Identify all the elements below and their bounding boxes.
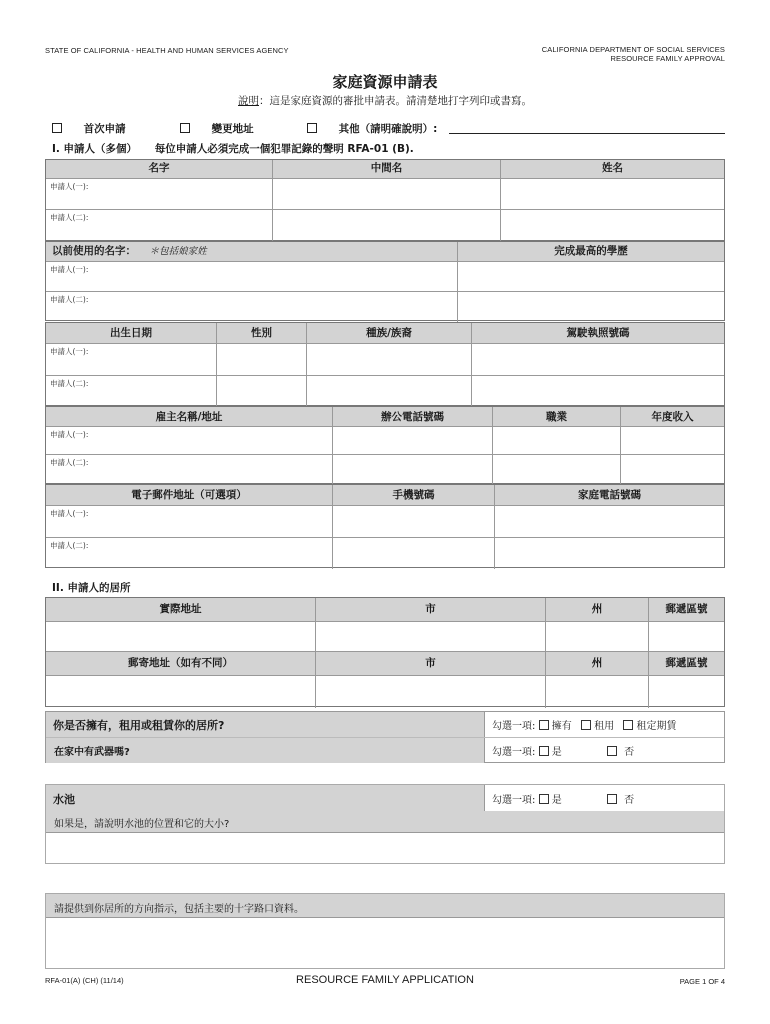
pool-no-checkbox[interactable] (607, 794, 617, 804)
own-label: 擁有 (551, 721, 572, 732)
option-change-address[interactable] (180, 121, 254, 136)
subtitle-label: 說明 (238, 95, 259, 107)
previous-names-table (45, 241, 725, 321)
applicant2-label: 申請人(二): (50, 213, 89, 222)
applicant1-names-row (46, 179, 724, 210)
applicant1-email[interactable] (46, 506, 332, 537)
pool-question: 水池 (46, 785, 484, 811)
lease-label: 租定期賃 (636, 721, 677, 732)
applicant1-employer[interactable] (46, 427, 332, 454)
previous-names-label: 以前使用的名字： (52, 245, 136, 257)
physical-address-header: 實際地址 (159, 603, 202, 615)
applicant2-home-phone[interactable] (494, 538, 724, 569)
home-phone-header: 家庭電話號碼 (494, 485, 724, 505)
applicant2-cell-phone[interactable] (332, 538, 494, 569)
pool-description-field[interactable] (46, 833, 724, 864)
mailing-zip-header: 郵遞區號 (648, 652, 724, 675)
applicant2-label: 申請人(二): (50, 541, 89, 550)
maiden-name-note: ＊包括娘家姓 (149, 246, 207, 257)
applicant1-cell-phone[interactable] (332, 506, 494, 537)
residence-table (45, 597, 725, 707)
weapons-options (484, 738, 724, 763)
cell-phone-header: 手機號碼 (332, 485, 494, 505)
option-other[interactable] (307, 121, 437, 136)
pool-no-label: 否 (624, 795, 635, 806)
applicant2-income[interactable] (620, 455, 724, 485)
employment-table (45, 406, 725, 484)
applicant1-dob[interactable] (46, 344, 216, 375)
mailing-zip-field[interactable] (648, 676, 724, 708)
applicant1-label: 申請人(一): (50, 430, 89, 439)
pool-description-label: 如果是，請說明水池的位置和它的大小? (46, 811, 724, 833)
mailing-city-header: 市 (315, 652, 545, 675)
applicant2-dob[interactable] (46, 376, 216, 407)
applicant2-label: 申請人(二): (50, 379, 89, 388)
sex-header: 性別 (216, 323, 306, 343)
applicant1-education[interactable] (457, 262, 724, 291)
applicant2-previous-names[interactable] (46, 292, 457, 322)
personal-info-table (45, 322, 725, 406)
applicant2-sex[interactable] (216, 376, 306, 407)
physical-address-field[interactable] (46, 622, 315, 651)
income-header: 年度收入 (620, 407, 724, 426)
mailing-address-header: 郵寄地址（如有不同） (128, 657, 233, 669)
employer-header: 雇主名稱/地址 (155, 411, 223, 423)
applicant2-names-row (46, 210, 724, 241)
weapons-yes-label: 是 (551, 747, 562, 758)
middle-name-header: 中間名 (272, 160, 500, 178)
option-first-label: 首次申請 (83, 123, 126, 135)
last-name-header: 姓名 (500, 160, 724, 178)
names-table (45, 159, 725, 241)
applicant1-sex[interactable] (216, 344, 306, 375)
ownership-check-label: 勾選一項: (492, 721, 536, 732)
option-first-application[interactable] (52, 121, 126, 136)
ownership-weapons-table (45, 711, 725, 763)
checkbox-icon[interactable] (307, 123, 317, 133)
weapons-question: 在家中有武器嗎? (46, 738, 484, 763)
section1-note: 每位申請人必須完成一個犯罪記錄的聲明 RFA-01 (B). (154, 143, 414, 155)
applicant1-middle-name[interactable] (272, 179, 500, 209)
applicant1-last-name[interactable] (500, 179, 724, 209)
applicant1-occupation[interactable] (492, 427, 620, 454)
contact-table (45, 484, 725, 568)
pool-yes-label: 是 (551, 795, 562, 806)
lease-checkbox[interactable] (623, 720, 633, 730)
other-specify-field[interactable] (449, 133, 725, 134)
mailing-state-header: 州 (545, 652, 648, 675)
subtitle-text: ：這是家庭資源的審批申請表。請清楚地打字列印或書寫。 (259, 95, 532, 107)
applicant1-label: 申請人(一): (50, 509, 89, 518)
agency-header: STATE OF CALIFORNIA - HEALTH AND HUMAN SERVICES AGENCY (45, 46, 289, 55)
race-header: 種族/族裔 (306, 323, 471, 343)
form-title: 家庭資源申請表 (332, 73, 438, 91)
department-line1: CALIFORNIA DEPARTMENT OF SOCIAL SERVICES (541, 45, 725, 54)
applicant1-home-phone[interactable] (494, 506, 724, 537)
ownership-options (484, 712, 724, 737)
city-header: 市 (315, 598, 545, 621)
option-change-label: 變更地址 (211, 123, 254, 135)
directions-field[interactable] (46, 918, 724, 969)
applicant1-previous-names[interactable] (46, 262, 457, 291)
applicant2-first-name[interactable] (46, 210, 272, 241)
email-header: 電子郵件地址（可選項） (131, 489, 247, 501)
pool-options (484, 785, 724, 811)
zip-header: 郵遞區號 (648, 598, 724, 621)
option-other-label: 其他（請明確說明）: (338, 123, 438, 135)
rent-label: 租用 (594, 721, 615, 732)
weapons-no-checkbox[interactable] (607, 746, 617, 756)
applicant1-label: 申請人(一): (50, 347, 89, 356)
applicant2-race[interactable] (306, 376, 471, 407)
applicant1-race[interactable] (306, 344, 471, 375)
work-phone-header: 辦公電話號碼 (332, 407, 492, 426)
applicant1-income[interactable] (620, 427, 724, 454)
applicant1-label: 申請人(一): (50, 265, 89, 274)
applicant2-work-phone[interactable] (332, 455, 492, 485)
directions-label: 請提供到你居所的方向指示，包括主要的十字路口資料。 (46, 894, 724, 918)
applicant2-email[interactable] (46, 538, 332, 569)
rent-checkbox[interactable] (581, 720, 591, 730)
pool-yes-checkbox[interactable] (539, 794, 549, 804)
education-header: 完成最高的學歷 (457, 242, 724, 261)
dob-header: 出生日期 (110, 327, 152, 339)
form-name-footer: RESOURCE FAMILY APPLICATION (296, 974, 474, 986)
directions-table (45, 893, 725, 969)
applicant2-license[interactable] (471, 376, 724, 407)
applicant2-label: 申請人(二): (50, 295, 89, 304)
mailing-address-field[interactable] (46, 676, 315, 708)
department-header (542, 45, 725, 63)
first-name-header: 名字 (148, 162, 170, 174)
state-field[interactable] (545, 622, 648, 651)
section2-title: II. 申請人的居所 (52, 582, 131, 594)
department-line2: RESOURCE FAMILY APPROVAL (610, 54, 725, 63)
occupation-header: 職業 (492, 407, 620, 426)
applicant1-first-name[interactable] (46, 179, 272, 209)
section1-title-text: I. 申請人（多個） (52, 143, 138, 155)
applicant2-education[interactable] (457, 292, 724, 322)
weapons-yes-checkbox[interactable] (539, 746, 549, 756)
applicant1-work-phone[interactable] (332, 427, 492, 454)
ownership-question: 你是否擁有，租用或租賃你的居所? (46, 712, 484, 737)
state-header: 州 (545, 598, 648, 621)
license-header: 駕駛執照號碼 (471, 323, 724, 343)
applicant2-last-name[interactable] (500, 210, 724, 241)
own-checkbox[interactable] (539, 720, 549, 730)
pool-check-label: 勾選一項: (492, 795, 536, 806)
form-subtitle (0, 93, 770, 108)
city-field[interactable] (315, 622, 545, 651)
zip-field[interactable] (648, 622, 724, 651)
checkbox-icon[interactable] (52, 123, 62, 133)
applicant2-middle-name[interactable] (272, 210, 500, 241)
previous-names-header (46, 242, 457, 261)
pool-table (45, 784, 725, 864)
mailing-state-field[interactable] (545, 676, 648, 708)
checkbox-icon[interactable] (180, 123, 190, 133)
mailing-city-field[interactable] (315, 676, 545, 708)
applicant1-license[interactable] (471, 344, 724, 375)
weapons-check-label: 勾選一項: (492, 747, 536, 758)
applicant2-occupation[interactable] (492, 455, 620, 485)
form-number: RFA-01(A) (CH) (11/14) (45, 976, 124, 985)
section1-title (52, 141, 414, 156)
applicant2-employer[interactable] (46, 455, 332, 485)
weapons-no-label: 否 (624, 747, 635, 758)
applicant1-label: 申請人(一): (50, 182, 89, 191)
page-number: PAGE 1 OF 4 (679, 977, 725, 986)
applicant2-label: 申請人(二): (50, 458, 89, 467)
